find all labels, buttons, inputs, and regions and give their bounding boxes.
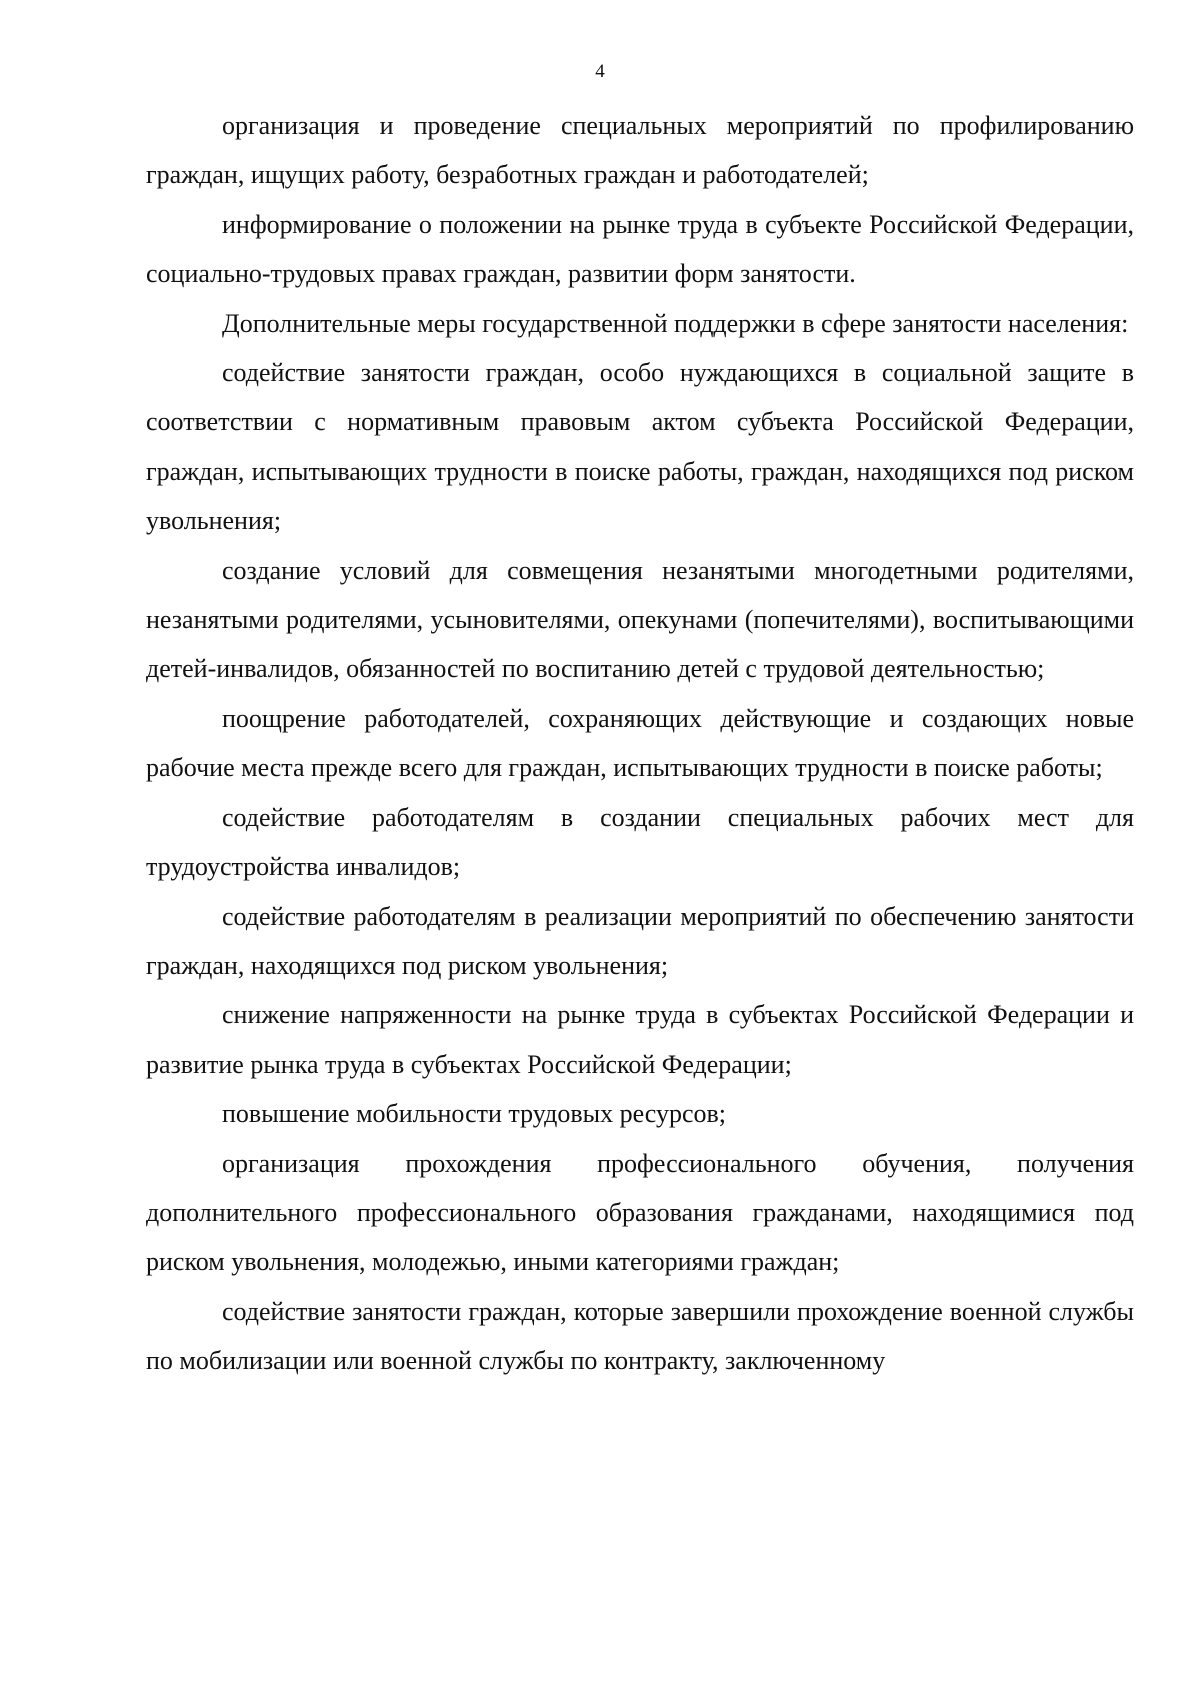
paragraph: содействие занятости граждан, особо нуждающихся в социальной защите в соответствии с нормативным правовым актом субъекта Российской Федерации, граждан, испытывающих трудности в поиске работы, граждан, находящихся под риском увольнения; bbox=[146, 358, 1134, 536]
paragraph: содействие занятости граждан, которые завершили прохождение военной службы по мобилизации или военной службы по контракту, заключенному bbox=[146, 1296, 1134, 1376]
paragraph: поощрение работодателей, сохраняющих действующие и создающих новые рабочие места прежде всего для граждан, испытывающих трудности в поиске работы; bbox=[146, 703, 1134, 783]
paragraph: создание условий для совмещения незанятыми многодетными родителями, незанятыми родителями, усыновителями, опекунами (попечителями), воспитывающими детей-инвалидов, обязанностей по воспитанию детей с трудовой деятельностью; bbox=[146, 555, 1134, 684]
paragraph: Дополнительные меры государственной поддержки в сфере занятости населения: bbox=[222, 308, 1129, 338]
document-body bbox=[146, 101, 1134, 1386]
paragraph: содействие работодателям в реализации мероприятий по обеспечению занятости граждан, находящихся под риском увольнения; bbox=[146, 901, 1134, 980]
paragraph: содействие работодателям в создании специальных рабочих мест для трудоустройства инвалидов; bbox=[146, 802, 1134, 882]
paragraph: информирование о положении на рынке труда в субъекте Российской Федерации, социально-трудовых правах граждан, развитии форм занятости. bbox=[146, 209, 1134, 289]
paragraph: организация и проведение специальных мероприятий по профилированию граждан, ищущих работу, безработных граждан и работодателей; bbox=[146, 111, 1134, 190]
paragraph: организация прохождения профессионального обучения, получения дополнительного профессионального образования гражданами, находящимися под риском увольнения, молодежью, иными категориями граждан; bbox=[146, 1148, 1134, 1277]
paragraph: повышение мобильности трудовых ресурсов; bbox=[222, 1099, 726, 1129]
page-number: 4 bbox=[595, 61, 605, 82]
paragraph: снижение напряженности на рынке труда в субъектах Российской Федерации и развитие рынка труда в субъектах Российской Федерации; bbox=[146, 1000, 1134, 1079]
